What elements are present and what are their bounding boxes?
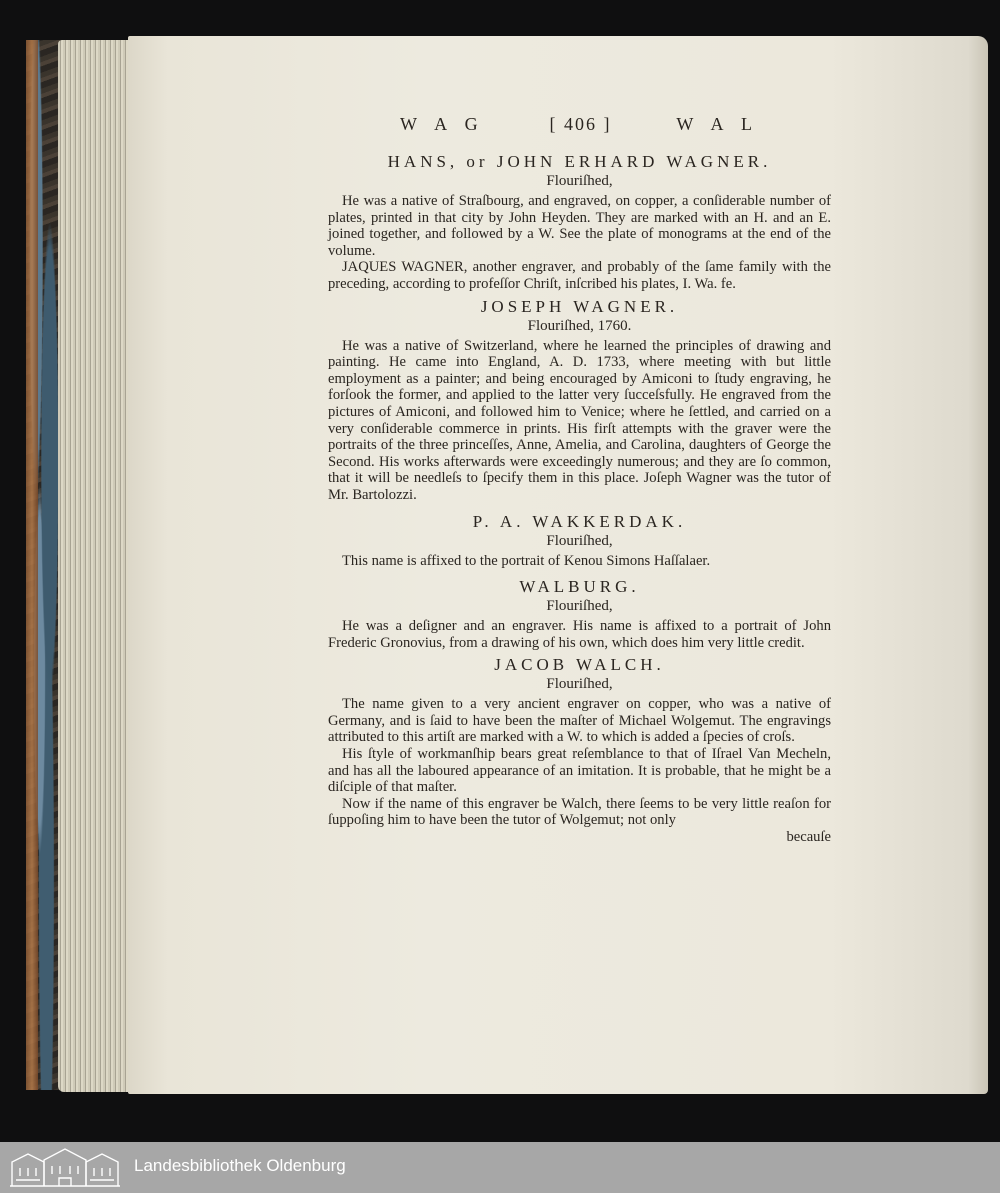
catchword: becauſe	[786, 829, 831, 846]
leather-spine-edge	[26, 40, 38, 1090]
entry-paragraph: JAQUES WAGNER, another engraver, and probably of the ſame family with the preceding, according to profeſſor Chriſt, inſcribed his plates, I. Wa. fe.	[328, 259, 831, 292]
entry-paragraph: He was a native of Straſbourg, and engraved, on copper, a conſiderable number of plates, printed in that city by John Heyden. They are marked with an H. and an E. joined together, and followed by a W. See the plate of monograms at the end of the volume.	[328, 193, 831, 259]
entry-paragraph: Now if the name of this engraver be Walch, there ſeems to be very little reaſon for ſuppoſing him to have been the tutor of Wolgemut; not only	[328, 795, 831, 829]
page-number: [ 406 ]	[549, 114, 612, 134]
entry-heading: WALBURG.	[519, 577, 640, 597]
library-name: Landesbibliothek Oldenburg	[134, 1156, 346, 1175]
running-head	[400, 116, 759, 142]
running-head-left: W A G	[400, 114, 485, 134]
entry-heading: HANS, or JOHN ERHARD WAGNER.	[387, 152, 772, 171]
entry-flourished: Flouriſhed,	[546, 676, 613, 693]
entry-heading: JOSEPH WAGNER.	[480, 296, 679, 316]
entry-heading: P. A. WAKKERDAK.	[472, 511, 687, 531]
entry-paragraph: The name given to a very ancient engraver on copper, who was a native of Germany, and is ſaid to have been the maſter of Michael Wolgemut. The engravings attributed to this artiſt are marked with a W. to which is added a ſpecies of croſs.	[328, 696, 831, 746]
page-edges	[58, 40, 130, 1092]
footer-bar	[0, 1142, 1000, 1193]
entry-paragraph: This name is affixed to the portrait of Kenou Simons Haſſalaer.	[342, 552, 711, 569]
entry-paragraph: He was a deſigner and an engraver. His name is affixed to a portrait of John Frederic Gronovius, from a drawing of his own, which does him very little credit.	[328, 618, 831, 651]
entry-flourished: Flouriſhed, 1760.	[527, 317, 632, 334]
entry-flourished: Flouriſhed,	[546, 532, 613, 549]
page-text	[328, 116, 831, 846]
entry-heading: JACOB WALCH.	[494, 655, 665, 675]
entry-flourished: Flouriſhed,	[546, 598, 613, 615]
entry-paragraph: His ſtyle of workmanſhip bears great reſemblance to that of Iſrael Van Mecheln, and has all the laboured appearance of an imitation. It is probable, that he might be a diſciple of that maſter.	[328, 746, 831, 796]
running-head-right: W A L	[676, 114, 759, 134]
library-building-logo	[8, 1146, 122, 1188]
entry-flourished: Flouriſhed,	[546, 173, 613, 189]
entry-paragraph: He was a native of Switzerland, where he learned the principles of drawing and painting. He came into England, A. D. 1733, where meeting with but little employment as a painter; and being encouraged by Amiconi to ſtudy engraving, he forſook the former, and applied to the latter very ſucceſsfully. He engraved from the pictures of Amiconi, and followed him to Venice; where he ſettled, and carried on a very conſiderable commerce in prints. His firſt attempts with the graver were the portraits of the three princeſſes, Anne, Amelia, and Carolina, daughters of George the Second. His works afterwards were exceedingly numerous; and they are ſo common, that it will be needleſs to ſpecify them in this place. Joſeph Wagner was the tutor of Mr. Bartolozzi.	[328, 337, 831, 503]
